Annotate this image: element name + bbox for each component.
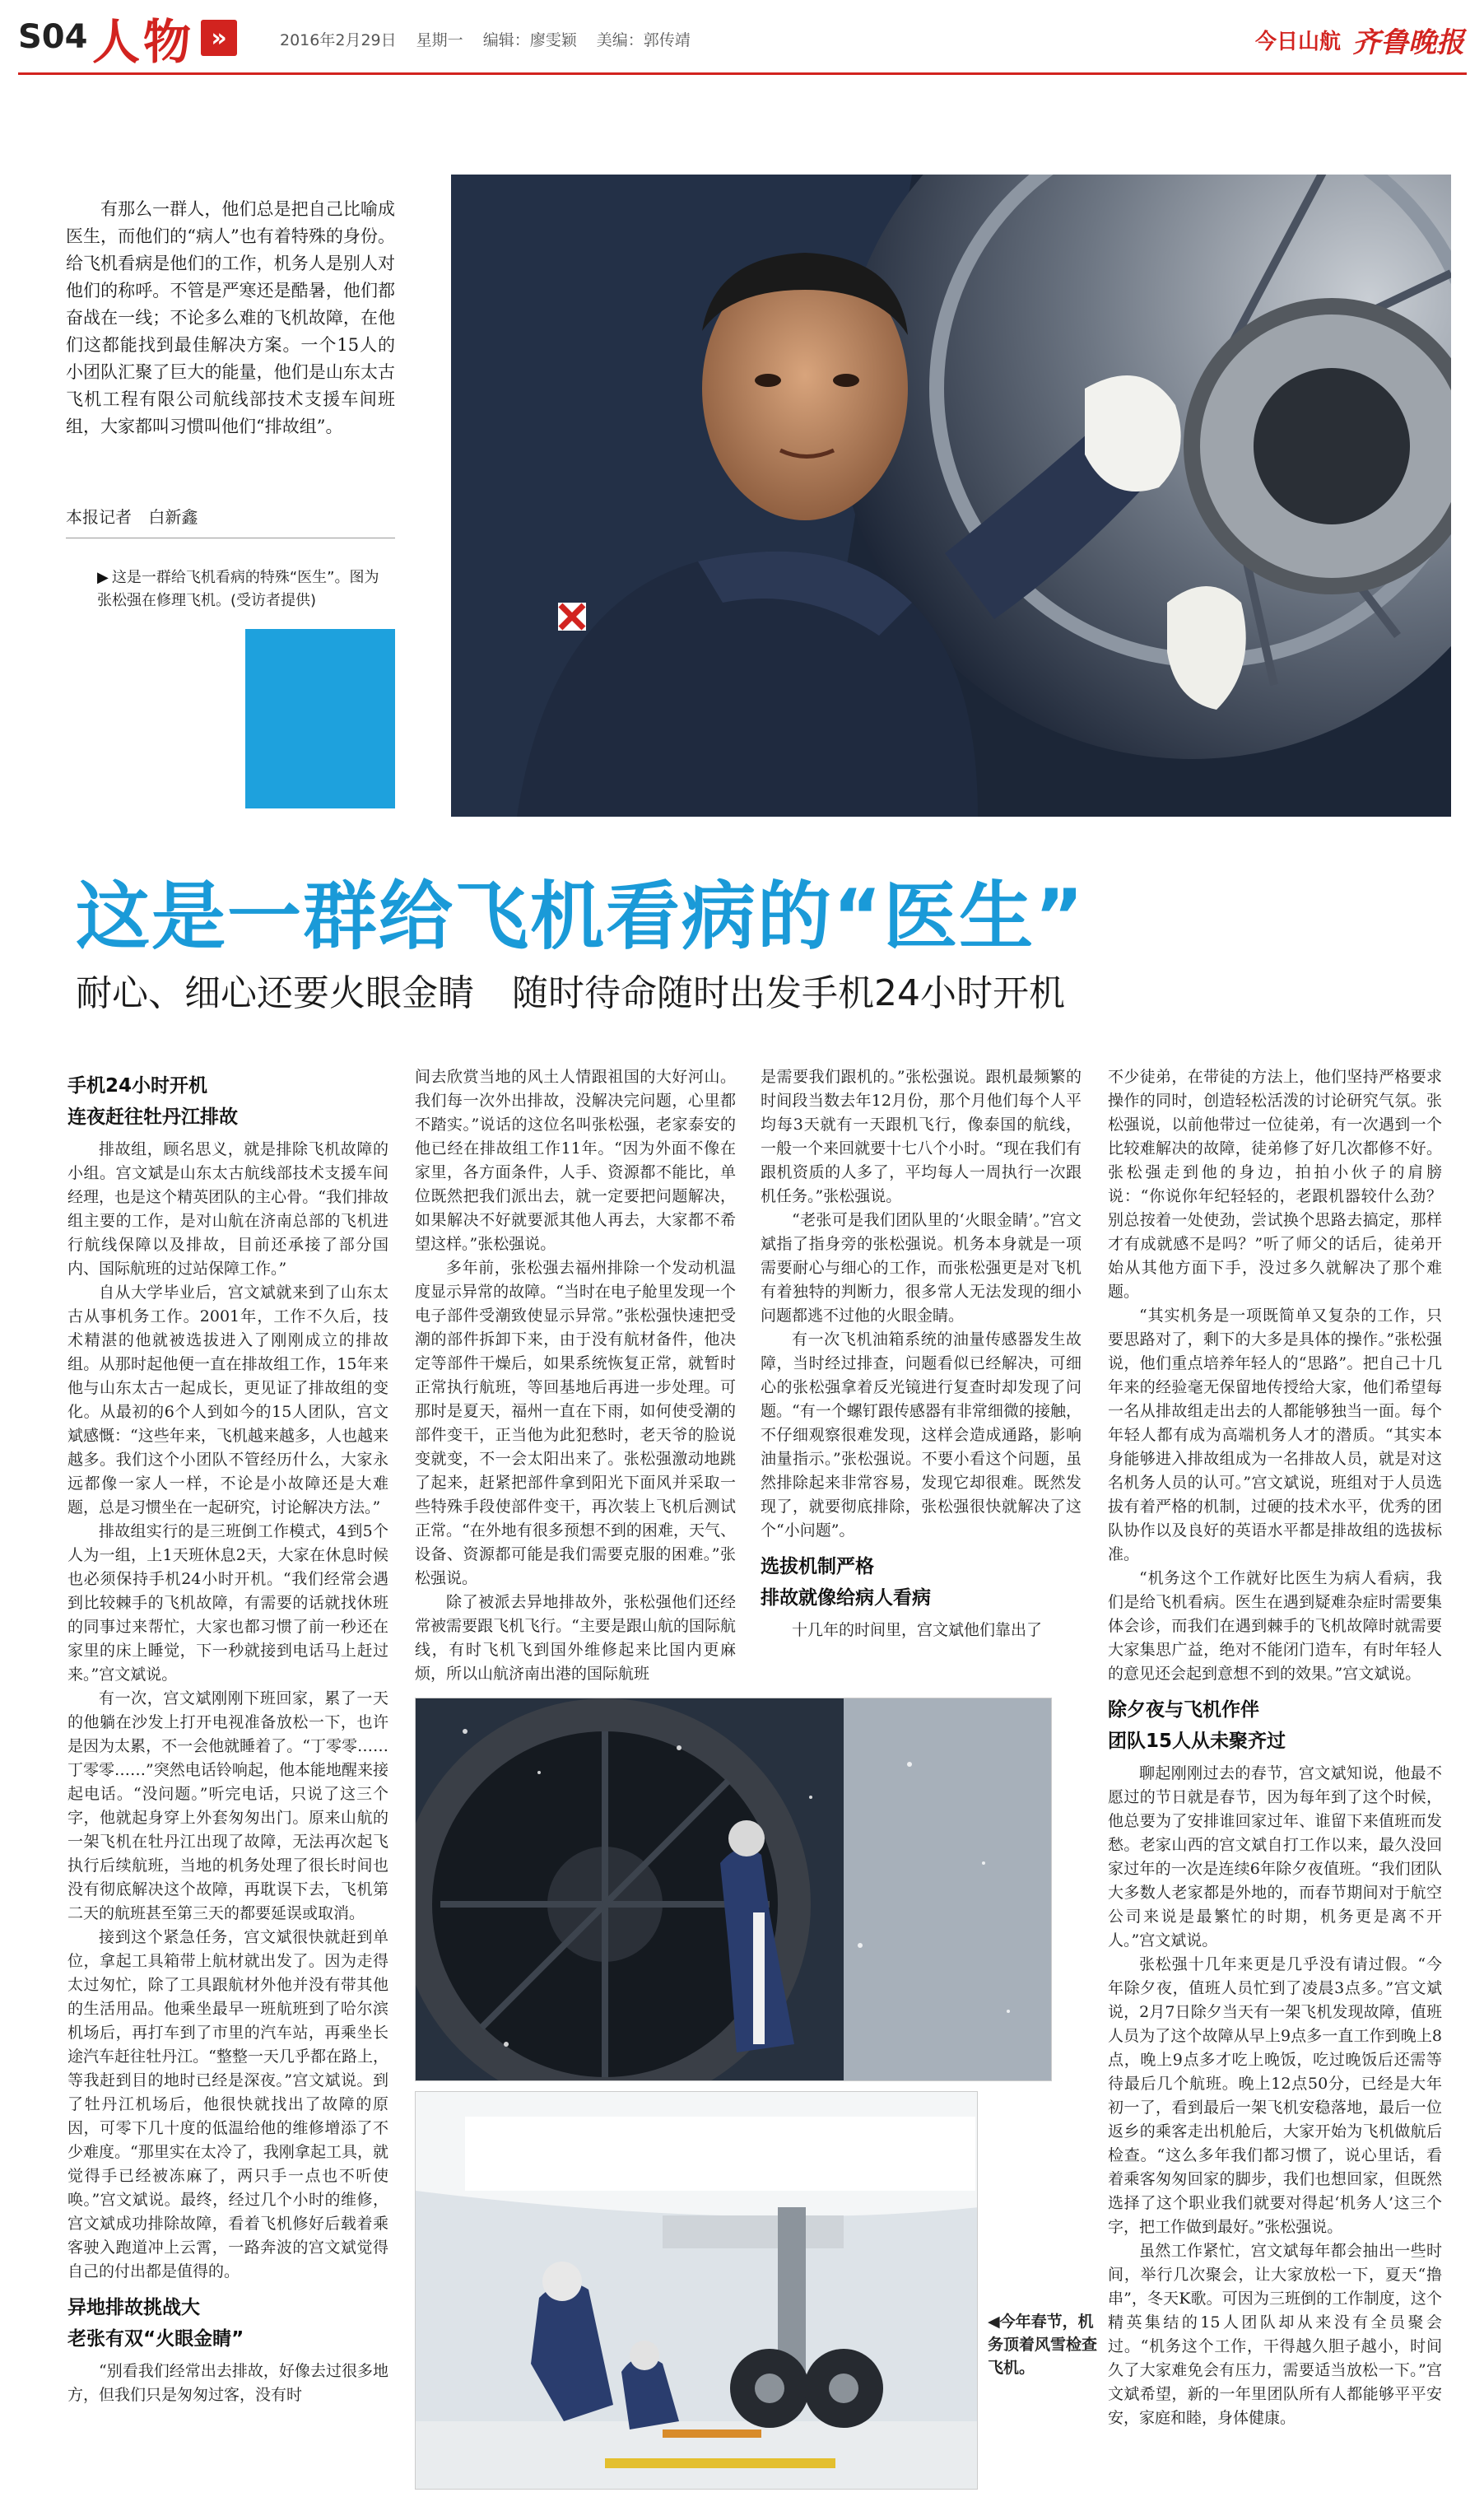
photo-caption-text: 今年春节，机务顶着风雪检查飞机。 [988,2313,1098,2377]
section-heading-line-2: 团队15人从未聚齐过 [1108,1731,1286,1752]
landing-gear-photo [415,2091,978,2490]
paragraph: 多年前，张松强去福州排除一个发动机温度显示异常的故障。“当时在电子舱里发现一个电子部件受潮致使显示异常。”张松强快速把受潮的部件拆卸下来，由于没有航材备件，他决定等部件干燥后，如果系统恢复正常，就暂时正常执行航班，等回基地后再进一步处理。可那时是夏天，福州一直在下雨，如何使受潮的部件变干，正当他为此犯愁时，老天爷的脸说变就变，不一会太阳出来了。张松强激动地跳了起来，赶紧把部件拿到阳光下面风并采取一些特殊手段使部件变干，再次装上飞机后测试正常。“在外地有很多预想不到的困难，天气、设备、资源都可能是我们需要克服的困难。”张松强说。 [415,1259,736,1587]
section-heading [761,1554,1082,1610]
paragraph: 排故组，顾名思义，就是排除飞机故障的小组。宫文斌是山东太古航线部技术支援车间经理，也是这个精英团队的主心骨。“我们排故组主要的工作，是对山航在济南总部的飞机进行航线保障以及排故，目前还承接了部分国内、国际航班的过站保障工作。” [67,1140,388,1278]
page-number: S04 [18,18,88,56]
article-column-1 [67,1074,388,2488]
section-heading-line-2: 老张有双“火眼金睛” [67,2328,244,2350]
section-heading-line-1: 选拔机制严格 [761,1556,874,1577]
paragraph: 不少徒弟，在带徒的方法上，他们坚持严格要求操作的同时，创造轻松活泼的讨论研究气氛。张松强说，以前他带过一位徒弟，有一次遇到一个比较难解决的故障，徒弟修了好几次都修不好。张松强走到他的身边，拍拍小伙子的肩膀说：“你说你年纪轻轻的，老跟机器较什么劲？别总按着一处使劲，尝试换个思路去搞定，那样才有成就感不是吗？”听了师父的话后，徒弟开始从其他方面下手，没过多久就解决了那个难题。 [1108,1068,1442,1301]
section-heading [67,2295,388,2351]
landing-gear-check-photo [416,2092,978,2490]
paragraph: “别看我们经常出去排故，好像去过很多地方，但我们只是匆匆过客，没有时 [67,2362,388,2404]
technician-engine-photo [451,175,1451,817]
photo-caption [97,566,393,613]
article-column-4 [1108,1065,1442,2490]
edition-meta: 2016年2月29日 星期一 编辑：廖雯颖 美编：郭传靖 [280,31,691,49]
triangle-right-icon: ▶ [97,569,109,586]
paragraph: 虽然工作紧忙，宫文斌每年都会抽出一些时间，举行几次聚会，让大家放松一下，夏天“撸串”，冬天K歌。可因为三班倒的工作制度，这个精英集结的15人团队却从来没有全员聚会过。“机务这个工作，干得越久胆子越小，时间久了大家难免会有压力，需要适当放松一下。”宫文斌希望，新的一年里团队所有人都能够平平安安，家庭和睦，身体健康。 [1108,2242,1442,2427]
paragraph: 有一次飞机油箱系统的油量传感器发生故障，当时经过排查，问题看似已经解决，可细心的张松强拿着反光镜进行复查时却发现了问题。“有一个螺钉跟传感器有非常细微的接触，不仔细观察很难发现，这样会造成通路，影响油量指示。”张松强说。不要小看这个问题，虽然排除起来非常容易，发现它却很难。既然发现了，就要彻底排除，张松强很快就解决了这个“小问题”。 [761,1330,1082,1540]
section-heading-line-1: 异地排故挑战大 [67,2297,200,2318]
section-heading-line-2: 排故就像给病人看病 [761,1587,931,1609]
photo-caption-text: 这是一群给飞机看病的特殊“医生”。图为张松强在修理飞机。(受访者提供) [97,569,379,609]
paragraph: 聊起刚刚过去的春节，宫文斌知说，他最不愿过的节日就是春节，因为每年到了这个时候，他总要为了安排谁回家过年、谁留下来值班而发愁。老家山西的宫文斌自打工作以来，最久没回家过年的一次是连续6年除夕夜值班。“我们团队大多数人老家都是外地的，而春节期间对于航空公司来说是最繁忙的时期，机务更是离不开人。”宫文斌说。 [1108,1764,1442,1950]
paragraph: 张松强十几年来更是几乎没有请过假。“今年除夕夜，值班人员忙到了凌晨3点多。”宫文斌说，2月7日除夕当天有一架飞机发现故障，值班人员为了这个故障从早上9点多一直工作到晚上8点，晚上9点多才吃上晚饭，吃过晚饭后还需等待最后几个航班。晚上12点50分，已经是大年初一了，看到最后一架飞机安稳落地，最后一位返乡的乘客走出机舱后，大家开始为飞机做航后检查。“这么多年我们都习惯了，说心里话，看着乘客匆匆回家的脚步，我们也想回家，但既然选择了这个职业我们就要对得起‘机务人’这三个字，把工作做到最好。”张松强说。 [1108,1955,1442,2236]
snow-engine-photo [415,1698,1052,2081]
headline: 这是一群给飞机看病的“医生” [76,873,1086,960]
newspaper-logo: 齐鲁晚报 [1352,26,1464,59]
article-column-3 [761,1065,1082,1740]
accent-block [245,629,395,808]
paragraph: 是需要我们跟机的。”张松强说。跟机最频繁的时间段当数去年12月份，那个月他们每个人平均每3天就有一天跟机飞行，像泰国的航线，一般一个来回就要十七八个小时。“现在我们有跟机资质的人多了，平均每人一周执行一次跟机任务。”张松强说。 [761,1068,1082,1205]
paragraph: 间去欣赏当地的风土人情跟祖国的大好河山。我们每一次外出排故，没解决完问题，心里都不踏实。”说话的这位名叫张松强，老家泰安的他已经在排故组工作11年。“因为外面不像在家里，各方面条件，人手、资源都不能比，单位既然把我们派出去，就一定要把问题解决，如果解决不好就要派其他人再去，大家都不希望这样。”张松强说。 [415,1068,736,1253]
brand [1255,20,1464,60]
paragraph: 除了被派去异地排故外，张松强他们还经常被需要跟飞机飞行。“主要是跟山航的国际航线，有时飞机飞到国外维修起来比国内更麻烦，所以山航济南出港的国际航班 [415,1593,736,1683]
paragraph: 有一次，宫文斌刚刚下班回家，累了一天的他躺在沙发上打开电视准备放松一下，也许是因为太累，不一会他就睡着了。“丁零零……丁零零……”突然电话铃响起，他本能地醒来接起电话。“没问题。”听完电话，只说了这三个字，他就起身穿上外套匆匆出门。原来山航的一架飞机在牡丹江出现了故障，无法再次起飞执行后续航班，当地的机务处理了很长时间也没有彻底解决这个故障，再耽误下去，飞机第二天的航班甚至第三天的都要延误或取消。 [67,1689,388,1922]
byline: 本报记者 白新鑫 [66,507,198,527]
section-tag [92,8,237,68]
section-heading [67,1074,388,1130]
paragraph: “机务这个工作就好比医生为病人看病，我们是给飞机看病。医生在遇到疑难杂症时需要集体会诊，而我们在遇到棘手的飞机故障时就需要大家集思广益，绝对不能闭门造车，有时年轻人的意见还会起到意想不到的效果。”宫文斌说。 [1108,1569,1442,1683]
section-heading-line-1: 手机24小时开机 [67,1075,208,1097]
brand-column-name: 今日山航 [1254,30,1341,54]
page-header [0,0,1484,81]
header-rule [18,72,1467,75]
triangle-left-icon: ◀ [988,2313,1000,2331]
paragraph: 自从大学毕业后，宫文斌就来到了山东太古从事机务工作。2001年，工作不久后，技术精湛的他就被选拔进入了刚刚成立的排故组。从那时起他便一直在排故组工作，15年来他与山东太古一起成长，更见证了排故组的变化。从最初的6个人到如今的15人团队，宫文斌感慨：“这些年来，飞机越来越多，人也越来越多。我们这个小团队不管经历什么，大家永远都像一家人一样，不论是小故障还是大难题，总是习惯坐在一起研究，讨论解决方法。” [67,1283,388,1516]
article-column-2 [415,1065,736,1716]
chevron-right-icon: » [201,20,237,56]
section-heading [1108,1698,1442,1754]
section-heading-line-2: 连夜赶往牡丹江排故 [67,1106,238,1128]
section-name: 人物 [92,14,195,70]
main-photo [451,175,1451,817]
engine-inspection-photo [416,1698,1052,2081]
subheadline: 耐心、细心还要火眼金睛 随时待命随时出发手机24小时开机 [76,972,1065,1014]
paragraph: “其实机务是一项既简单又复杂的工作，只要思路对了，剩下的大多是具体的操作。”张松强说，他们重点培养年轻人的“思路”。把自己十几年来的经验毫无保留地传授给大家，他们希望每一名从排故组走出去的人都能够独当一面。每个年轻人都有成为高端机务人才的潜质。“其实本身能够进入排故组成为一名排故人员，就是对这名机务人员的认可。”宫文斌说，班组对于人员选拔有着严格的机制，过硬的技术水平，优秀的团队协作以及良好的英语水平都是排故组的选拔标准。 [1108,1307,1442,1563]
intro-paragraph: 有那么一群人，他们总是把自己比喻成医生，而他们的“病人”也有着特殊的身份。给飞机看病是他们的工作，机务人是别人对他们的称呼。不管是严寒还是酷暑，他们都奋战在一线；不论多么难的飞机故障，在他们这都能找到最佳解决方案。一个15人的小团队汇聚了巨大的能量，他们是山东太古飞机工程有限公司航线部技术支援车间班组，大家都叫习惯叫他们“排故组”。 [66,199,395,436]
paragraph: 接到这个紧急任务，宫文斌很快就赶到单位，拿起工具箱带上航材就出发了。因为走得太过匆忙，除了工具跟航材外他并没有带其他的生活用品。他乘坐最早一班航班到了哈尔滨机场后，再打车到了市里的汽车站，再乘坐长途汽车赶往牡丹江。“整整一天几乎都在路上，等我赶到目的地时已经是深夜。”宫文斌说。到了牡丹江机场后，他很快就找出了故障的原因，可零下几十度的低温给他的维修增添了不少难度。“那里实在太冷了，我刚拿起工具，就觉得手已经被冻麻了，两只手一点也不听使唤。”宫文斌说。最终，经过几个小时的维修，宫文斌成功排除故障，看着飞机修好后载着乘客驶入跑道冲上云霄，一路奔波的宫文斌觉得自己的付出都是值得的。 [67,1928,388,2280]
paragraph: 十几年的时间里，宫文斌他们靠出了 [792,1621,1043,1639]
photo-caption [988,2310,1103,2379]
section-heading-line-1: 除夕夜与飞机作伴 [1108,1699,1259,1721]
paragraph: 排故组实行的是三班倒工作模式，4到5个人为一组，上1天班休息2天，大家在休息时候也必须保持手机24小时开机。“我们经常会遇到比较棘手的飞机故障，有需要的话就找休班的同事过来帮忙，大家也都习惯了前一秒还在家里的床上睡觉，下一秒就接到电话马上赶过来。”宫文斌说。 [67,1522,388,1684]
paragraph: “老张可是我们团队里的‘火眼金睛’。”宫文斌指了指身旁的张松强说。机务本身就是一项需要耐心与细心的工作，而张松强更是对飞机有着独特的判断力，很多常人无法发现的细小问题都逃不过他的火眼金睛。 [761,1211,1082,1325]
